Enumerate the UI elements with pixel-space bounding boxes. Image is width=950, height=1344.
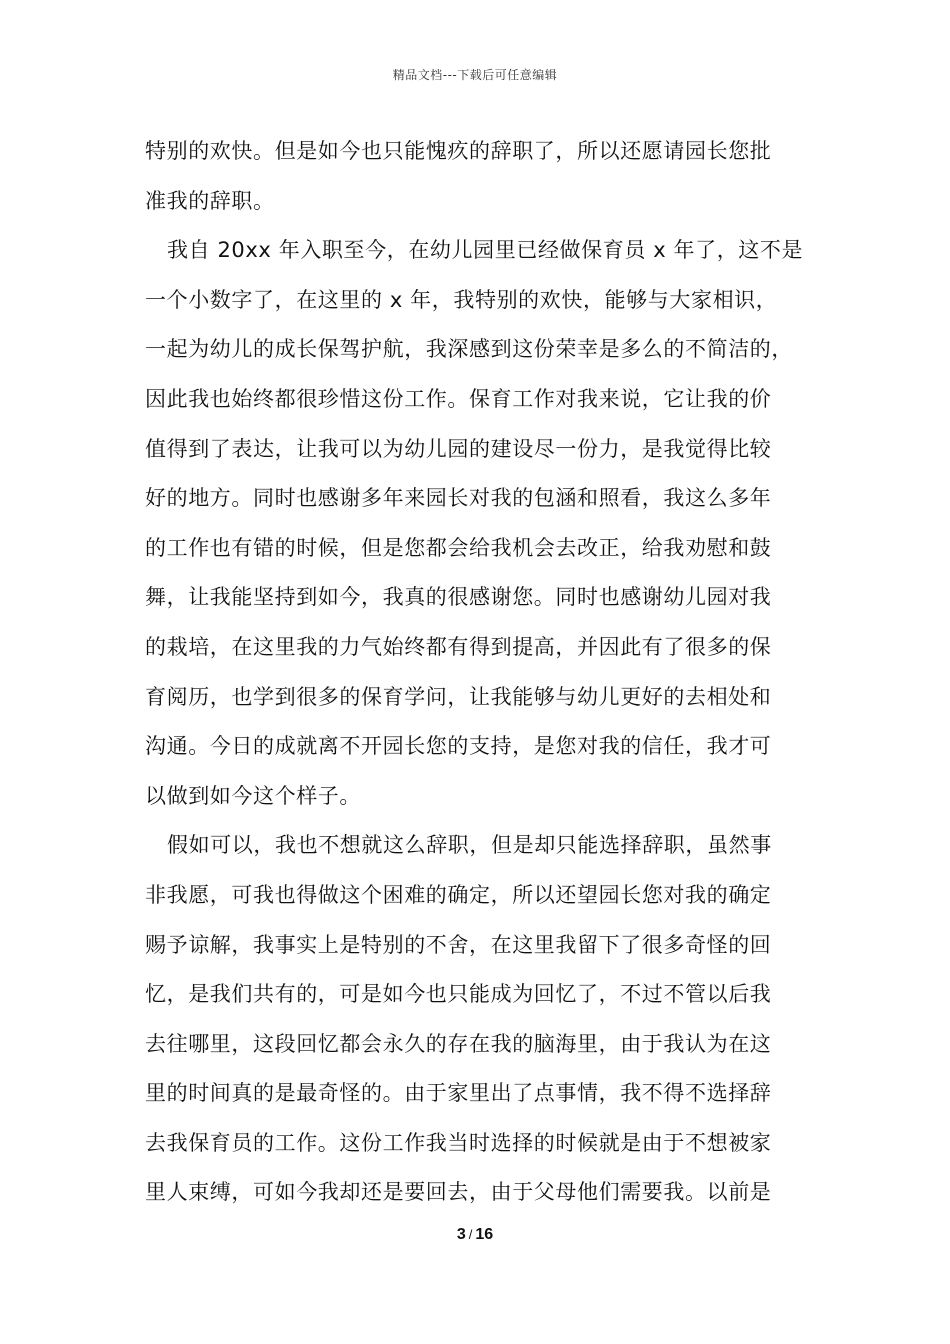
text-line: 特别的欢快。但是如今也只能愧疚的辞职了，所以还愿请园长您批 bbox=[145, 139, 772, 163]
text-line: 因此我也始终都很珍惜这份工作。保育工作对我来说，它让我的价 bbox=[145, 386, 772, 411]
page-separator: / bbox=[468, 1227, 473, 1242]
document-header: 精品文档---下载后可任意编辑 bbox=[392, 68, 558, 82]
text-line: 一个小数字了，在这里的 x 年，我特别的欢快，能够与大家相识， bbox=[145, 287, 778, 312]
text-line: 赐予谅解，我事实上是特别的不舍，在这里我留下了很多奇怪的回 bbox=[145, 932, 772, 957]
text-line: 育阅历，也学到很多的保育学问，让我能够与幼儿更好的去相处和 bbox=[145, 684, 772, 709]
text-line: 的工作也有错的时候，但是您都会给我机会去改正，给我劝慰和鼓 bbox=[145, 535, 772, 560]
text-line: 准我的辞职。 bbox=[145, 188, 275, 213]
page-number bbox=[0, 1226, 950, 1244]
current-page-number: 3 bbox=[456, 1226, 466, 1243]
text-line: 沟通。今日的成就离不开园长您的支持，是您对我的信任，我才可 bbox=[145, 734, 772, 759]
text-line: 以做到如今这个样子。 bbox=[145, 783, 361, 808]
text-line: 去我保育员的工作。这份工作我当时选择的时候就是由于不想被家 bbox=[145, 1130, 772, 1155]
text-line: 去往哪里，这段回忆都会永久的存在我的脑海里，由于我认为在这 bbox=[145, 1031, 772, 1056]
text-line: 舞，让我能坚持到如今，我真的很感谢您。同时也感谢幼儿园对我 bbox=[145, 585, 772, 610]
paragraph-start-line: 假如可以，我也不想就这么辞职，但是却只能选择辞职，虽然事 bbox=[167, 833, 772, 858]
text-line: 的栽培，在这里我的力气始终都有得到提高，并因此有了很多的保 bbox=[145, 634, 772, 659]
text-line: 好的地方。同时也感谢多年来园长对我的包涵和照看，我这么多年 bbox=[145, 486, 772, 511]
text-line: 非我愿，可我也得做这个困难的确定，所以还望园长您对我的确定 bbox=[145, 882, 772, 907]
text-line: 一起为幼儿的成长保驾护航，我深感到这份荣幸是多么的不简洁的， bbox=[145, 337, 793, 362]
total-pages-number: 16 bbox=[475, 1226, 494, 1243]
text-line: 里人束缚，可如今我却还是要回去，由于父母他们需要我。以前是 bbox=[145, 1180, 772, 1205]
text-line: 值得到了表达，让我可以为幼儿园的建设尽一份力，是我觉得比较 bbox=[145, 436, 772, 461]
document-body bbox=[145, 127, 815, 1218]
text-line: 忆，是我们共有的，可是如今也只能成为回忆了，不过不管以后我 bbox=[145, 982, 772, 1007]
text-line: 里的时间真的是最奇怪的。由于家里出了点事情，我不得不选择辞 bbox=[145, 1081, 772, 1106]
paragraph-start-line: 我自 20xx 年入职至今，在幼儿园里已经做保育员 x 年了，这不是 bbox=[167, 238, 804, 263]
